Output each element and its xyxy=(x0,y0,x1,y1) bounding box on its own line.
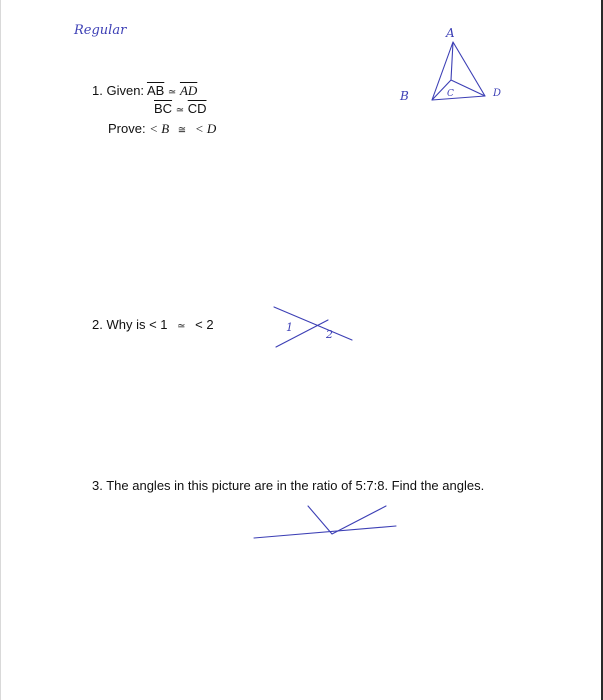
page-left-edge xyxy=(0,0,1,700)
q2-label-2: 2 xyxy=(326,328,333,341)
q2-label-1: 1 xyxy=(286,321,293,334)
q1-segment-ab: $\overline{AB}$ xyxy=(146,83,165,98)
q1-given-line xyxy=(92,83,197,99)
q1-given-label: Given: xyxy=(106,83,145,98)
q2-angle-2: < 2 xyxy=(195,317,214,332)
q1-label-d: D xyxy=(493,88,502,99)
q1-prove-label: Prove: xyxy=(108,121,146,136)
q1-label-a: A xyxy=(446,26,455,40)
handwritten-regular-label xyxy=(72,14,142,44)
q1-congruent-symbol-3: ≅ xyxy=(177,125,187,136)
q1-angle-b: < B xyxy=(149,121,170,136)
q3-text: The angles in this picture are in the ratio of 5:7:8. Find the angles. xyxy=(106,478,485,493)
q1-number: 1. xyxy=(92,83,103,98)
q1-label-c: C xyxy=(447,89,454,99)
q1-congruent-symbol-1: ≃ xyxy=(167,87,177,98)
q1-congruent-symbol-2: ≃ xyxy=(175,105,185,116)
q1-prove-line xyxy=(108,121,216,137)
q1-label-b: B xyxy=(400,89,409,103)
svg-text:Regular: Regular xyxy=(74,23,127,38)
q2-number: 2. xyxy=(92,317,103,332)
q1-kite-diagram xyxy=(390,20,520,110)
q2-crossing-lines-diagram xyxy=(268,302,358,352)
q1-angle-d: < D xyxy=(194,121,217,136)
q1-segment-bc: $\overline{BC}$ xyxy=(154,101,173,116)
q2-text: Why is < 1 xyxy=(106,317,168,332)
q1-given-line-2 xyxy=(154,101,206,116)
q3-line xyxy=(92,478,484,493)
q2-line xyxy=(92,317,214,332)
q3-angle-diagram xyxy=(250,500,410,545)
q1-segment-ad: $\overline{AD}$ xyxy=(179,83,198,98)
q2-congruent-symbol: ≃ xyxy=(177,321,186,332)
q1-segment-cd: $\overline{CD}$ xyxy=(187,101,207,116)
q3-number: 3. xyxy=(92,478,103,493)
